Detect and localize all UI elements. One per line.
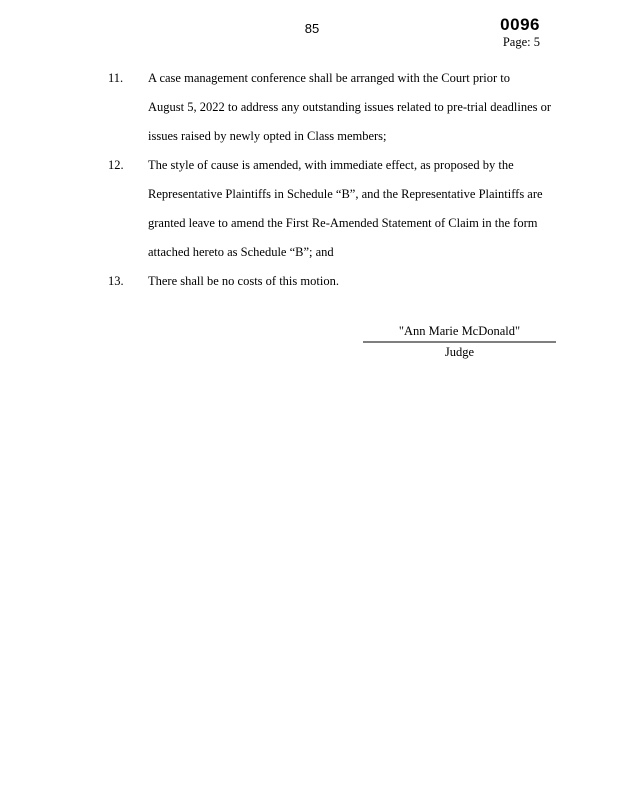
page-label: Page: 5: [502, 35, 540, 49]
signature-name: "Ann Marie McDonald": [363, 323, 556, 343]
item-line: A case management conference shall be arranged with the Court prior to: [148, 71, 511, 85]
bates-number: 0096: [500, 15, 540, 34]
order-item-11: [108, 64, 578, 151]
item-line: granted leave to amend the First Re-Amended Statement of Claim in the form: [148, 216, 538, 230]
item-number: 12.: [108, 158, 124, 172]
order-item-13: [108, 267, 578, 296]
order-list: [108, 64, 578, 296]
item-number: 11.: [108, 71, 124, 85]
item-line: There shall be no costs of this motion.: [148, 274, 339, 288]
item-line: issues raised by newly opted in Class members;: [148, 129, 387, 143]
item-line: Representative Plaintiffs in Schedule “B”, and the Representative Plaintiffs are: [148, 187, 543, 201]
item-line: August 5, 2022 to address any outstanding issues related to pre-trial deadlines or: [148, 100, 552, 114]
page-number-top: 85: [304, 21, 320, 36]
signature-block: [363, 323, 556, 360]
item-number: 13.: [108, 274, 124, 288]
item-line: The style of cause is amended, with immediate effect, as proposed by the: [148, 158, 514, 172]
item-line: attached hereto as Schedule “B”; and: [148, 245, 334, 259]
signature-title: Judge: [444, 345, 475, 359]
bates-block: [500, 16, 540, 50]
order-item-12: [108, 151, 578, 267]
